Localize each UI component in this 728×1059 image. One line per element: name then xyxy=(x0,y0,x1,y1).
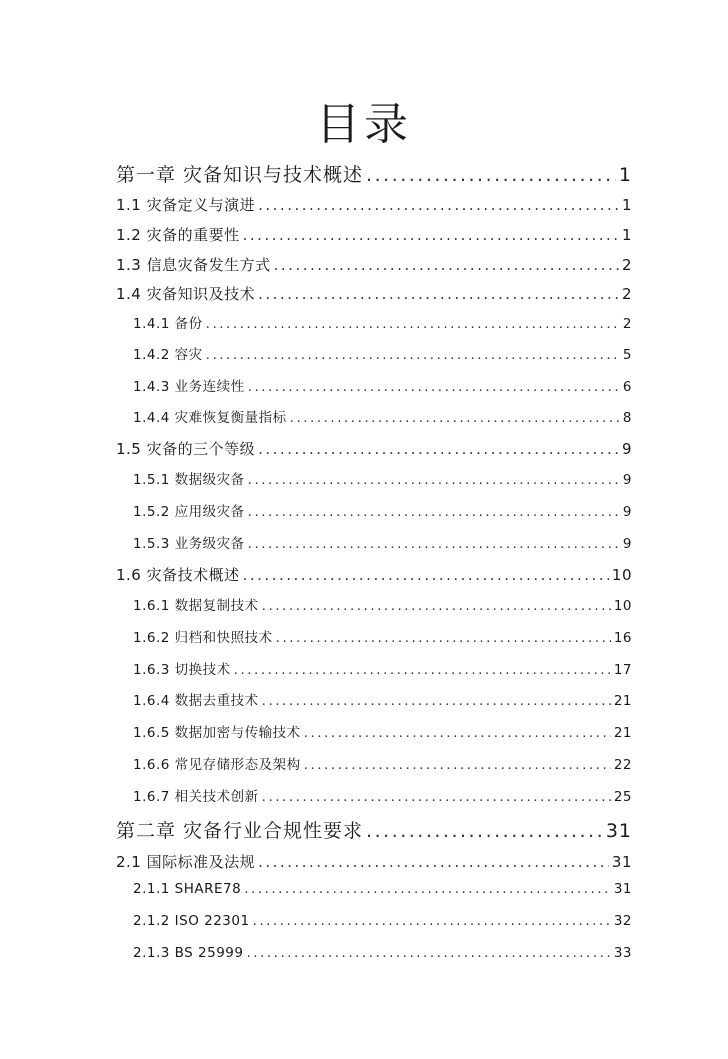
toc-page-number: 2 xyxy=(621,285,632,303)
toc-entry-title: 第二章 灾备行业合规性要求 xyxy=(116,820,364,842)
dot-leader xyxy=(244,881,611,897)
toc-page-number: 16 xyxy=(613,630,632,646)
toc-entry[interactable] xyxy=(133,594,632,614)
toc-page-number: 25 xyxy=(613,789,632,805)
toc-entry[interactable] xyxy=(116,160,632,187)
toc-entry[interactable] xyxy=(133,312,632,332)
toc-entry-title: 1.6.5 数据加密与传输技术 xyxy=(133,725,301,741)
dot-leader xyxy=(248,504,620,520)
dot-leader xyxy=(274,256,619,274)
dot-leader xyxy=(248,472,620,488)
toc-entry-title: 1.5.3 业务级灾备 xyxy=(133,536,245,552)
toc-entry[interactable] xyxy=(133,658,632,678)
toc-entry[interactable] xyxy=(116,194,632,215)
toc-entry[interactable] xyxy=(133,343,632,363)
dot-leader xyxy=(304,725,611,741)
toc-page-number: 6 xyxy=(622,379,632,395)
dot-leader xyxy=(206,316,620,332)
dot-leader xyxy=(290,410,620,426)
dot-leader xyxy=(262,598,611,614)
toc-page-number: 8 xyxy=(622,410,632,426)
dot-leader xyxy=(258,196,619,214)
dot-leader xyxy=(258,440,619,458)
toc-entry-title: 1.4 灾备知识及技术 xyxy=(116,285,256,303)
toc-page-number: 10 xyxy=(611,566,632,584)
toc-page-number: 9 xyxy=(621,440,632,458)
toc-entry-title: 1.6.6 常见存储形态及架构 xyxy=(133,757,301,773)
toc-entry-title: 1.4.3 业务连续性 xyxy=(133,379,245,395)
toc-entry-title: 1.6.4 数据去重技术 xyxy=(133,693,259,709)
toc-entry-title: 1.4.2 容灾 xyxy=(133,347,203,363)
dot-leader xyxy=(246,945,610,961)
toc-entry[interactable] xyxy=(133,468,632,488)
toc-entry-title: 1.5 灾备的三个等级 xyxy=(116,440,256,458)
dot-leader xyxy=(366,164,616,186)
toc-page-number: 33 xyxy=(613,945,632,961)
toc-page-number: 31 xyxy=(611,853,632,871)
toc-entry-title: 1.6.2 归档和快照技术 xyxy=(133,630,273,646)
dot-leader xyxy=(243,566,609,584)
toc-page-number: 9 xyxy=(622,504,632,520)
toc-page-number: 21 xyxy=(613,693,632,709)
toc-entry-title: 2.1.3 BS 25999 xyxy=(133,945,244,961)
toc-page-number: 21 xyxy=(613,725,632,741)
toc-entry-title: 1.2 灾备的重要性 xyxy=(116,226,240,244)
toc-page-number: 5 xyxy=(622,347,632,363)
toc-page-number: 22 xyxy=(613,757,632,773)
toc-entry-title: 1.4.4 灾难恢复衡量指标 xyxy=(133,410,287,426)
toc-page-number: 2 xyxy=(621,256,632,274)
toc-entry[interactable] xyxy=(116,438,632,459)
dot-leader xyxy=(262,693,611,709)
toc-entry[interactable] xyxy=(133,500,632,520)
dot-leader xyxy=(248,536,620,552)
toc-page-number: 9 xyxy=(622,536,632,552)
toc-entry[interactable] xyxy=(116,816,632,843)
toc-page-number: 1 xyxy=(621,196,632,214)
toc-entry-title: 1.6.3 切换技术 xyxy=(133,662,231,678)
dot-leader xyxy=(366,820,603,842)
toc-entry[interactable] xyxy=(116,254,632,275)
toc-entry[interactable] xyxy=(133,626,632,646)
toc-entry-title: 2.1 国际标准及法规 xyxy=(116,853,256,871)
toc-entry-title: 1.5.1 数据级灾备 xyxy=(133,472,245,488)
toc-page-number: 17 xyxy=(613,662,632,678)
toc-entry[interactable] xyxy=(133,753,632,773)
toc-entry[interactable] xyxy=(133,406,632,426)
dot-leader xyxy=(258,285,619,303)
toc-page-number: 1 xyxy=(621,226,632,244)
toc-page-number: 1 xyxy=(618,164,632,186)
toc-entry[interactable] xyxy=(133,689,632,709)
dot-leader xyxy=(258,853,609,871)
toc-page-number: 2 xyxy=(622,316,632,332)
toc-entry-title: 2.1.1 SHARE78 xyxy=(133,881,242,897)
toc-entry[interactable] xyxy=(133,532,632,552)
toc-entry[interactable] xyxy=(116,283,632,304)
toc-entry-title: 1.1 灾备定义与演进 xyxy=(116,196,256,214)
toc-entry-title: 1.3 信息灾备发生方式 xyxy=(116,256,271,274)
toc-entry-title: 1.6.7 相关技术创新 xyxy=(133,789,259,805)
toc-entry[interactable] xyxy=(116,224,632,245)
toc-entry[interactable] xyxy=(133,945,632,961)
toc-entry-title: 1.4.1 备份 xyxy=(133,316,203,332)
toc-entry[interactable] xyxy=(133,881,632,897)
toc-entry[interactable] xyxy=(133,913,632,929)
page-title: 目录 xyxy=(316,99,412,150)
toc-entry-title: 第一章 灾备知识与技术概述 xyxy=(116,164,364,186)
toc-entry[interactable] xyxy=(133,785,632,805)
dot-leader xyxy=(276,630,611,646)
toc-page-number: 31 xyxy=(605,820,632,842)
dot-leader xyxy=(206,347,620,363)
toc-entry[interactable] xyxy=(116,564,632,585)
toc-page-number: 32 xyxy=(613,913,632,929)
toc-page-number: 31 xyxy=(613,881,632,897)
toc-page-number: 9 xyxy=(622,472,632,488)
toc-entry-title: 2.1.2 ISO 22301 xyxy=(133,913,250,929)
dot-leader xyxy=(253,913,611,929)
dot-leader xyxy=(234,662,611,678)
dot-leader xyxy=(248,379,620,395)
dot-leader xyxy=(304,757,611,773)
toc-entry-title: 1.6 灾备技术概述 xyxy=(116,566,240,584)
toc-entry[interactable] xyxy=(133,375,632,395)
toc-entry-title: 1.6.1 数据复制技术 xyxy=(133,598,259,614)
toc-entry[interactable] xyxy=(133,721,632,741)
dot-leader xyxy=(243,226,619,244)
toc-page-number: 10 xyxy=(613,598,632,614)
toc-entry-title: 1.5.2 应用级灾备 xyxy=(133,504,245,520)
dot-leader xyxy=(262,789,611,805)
toc-entry[interactable] xyxy=(116,851,632,872)
